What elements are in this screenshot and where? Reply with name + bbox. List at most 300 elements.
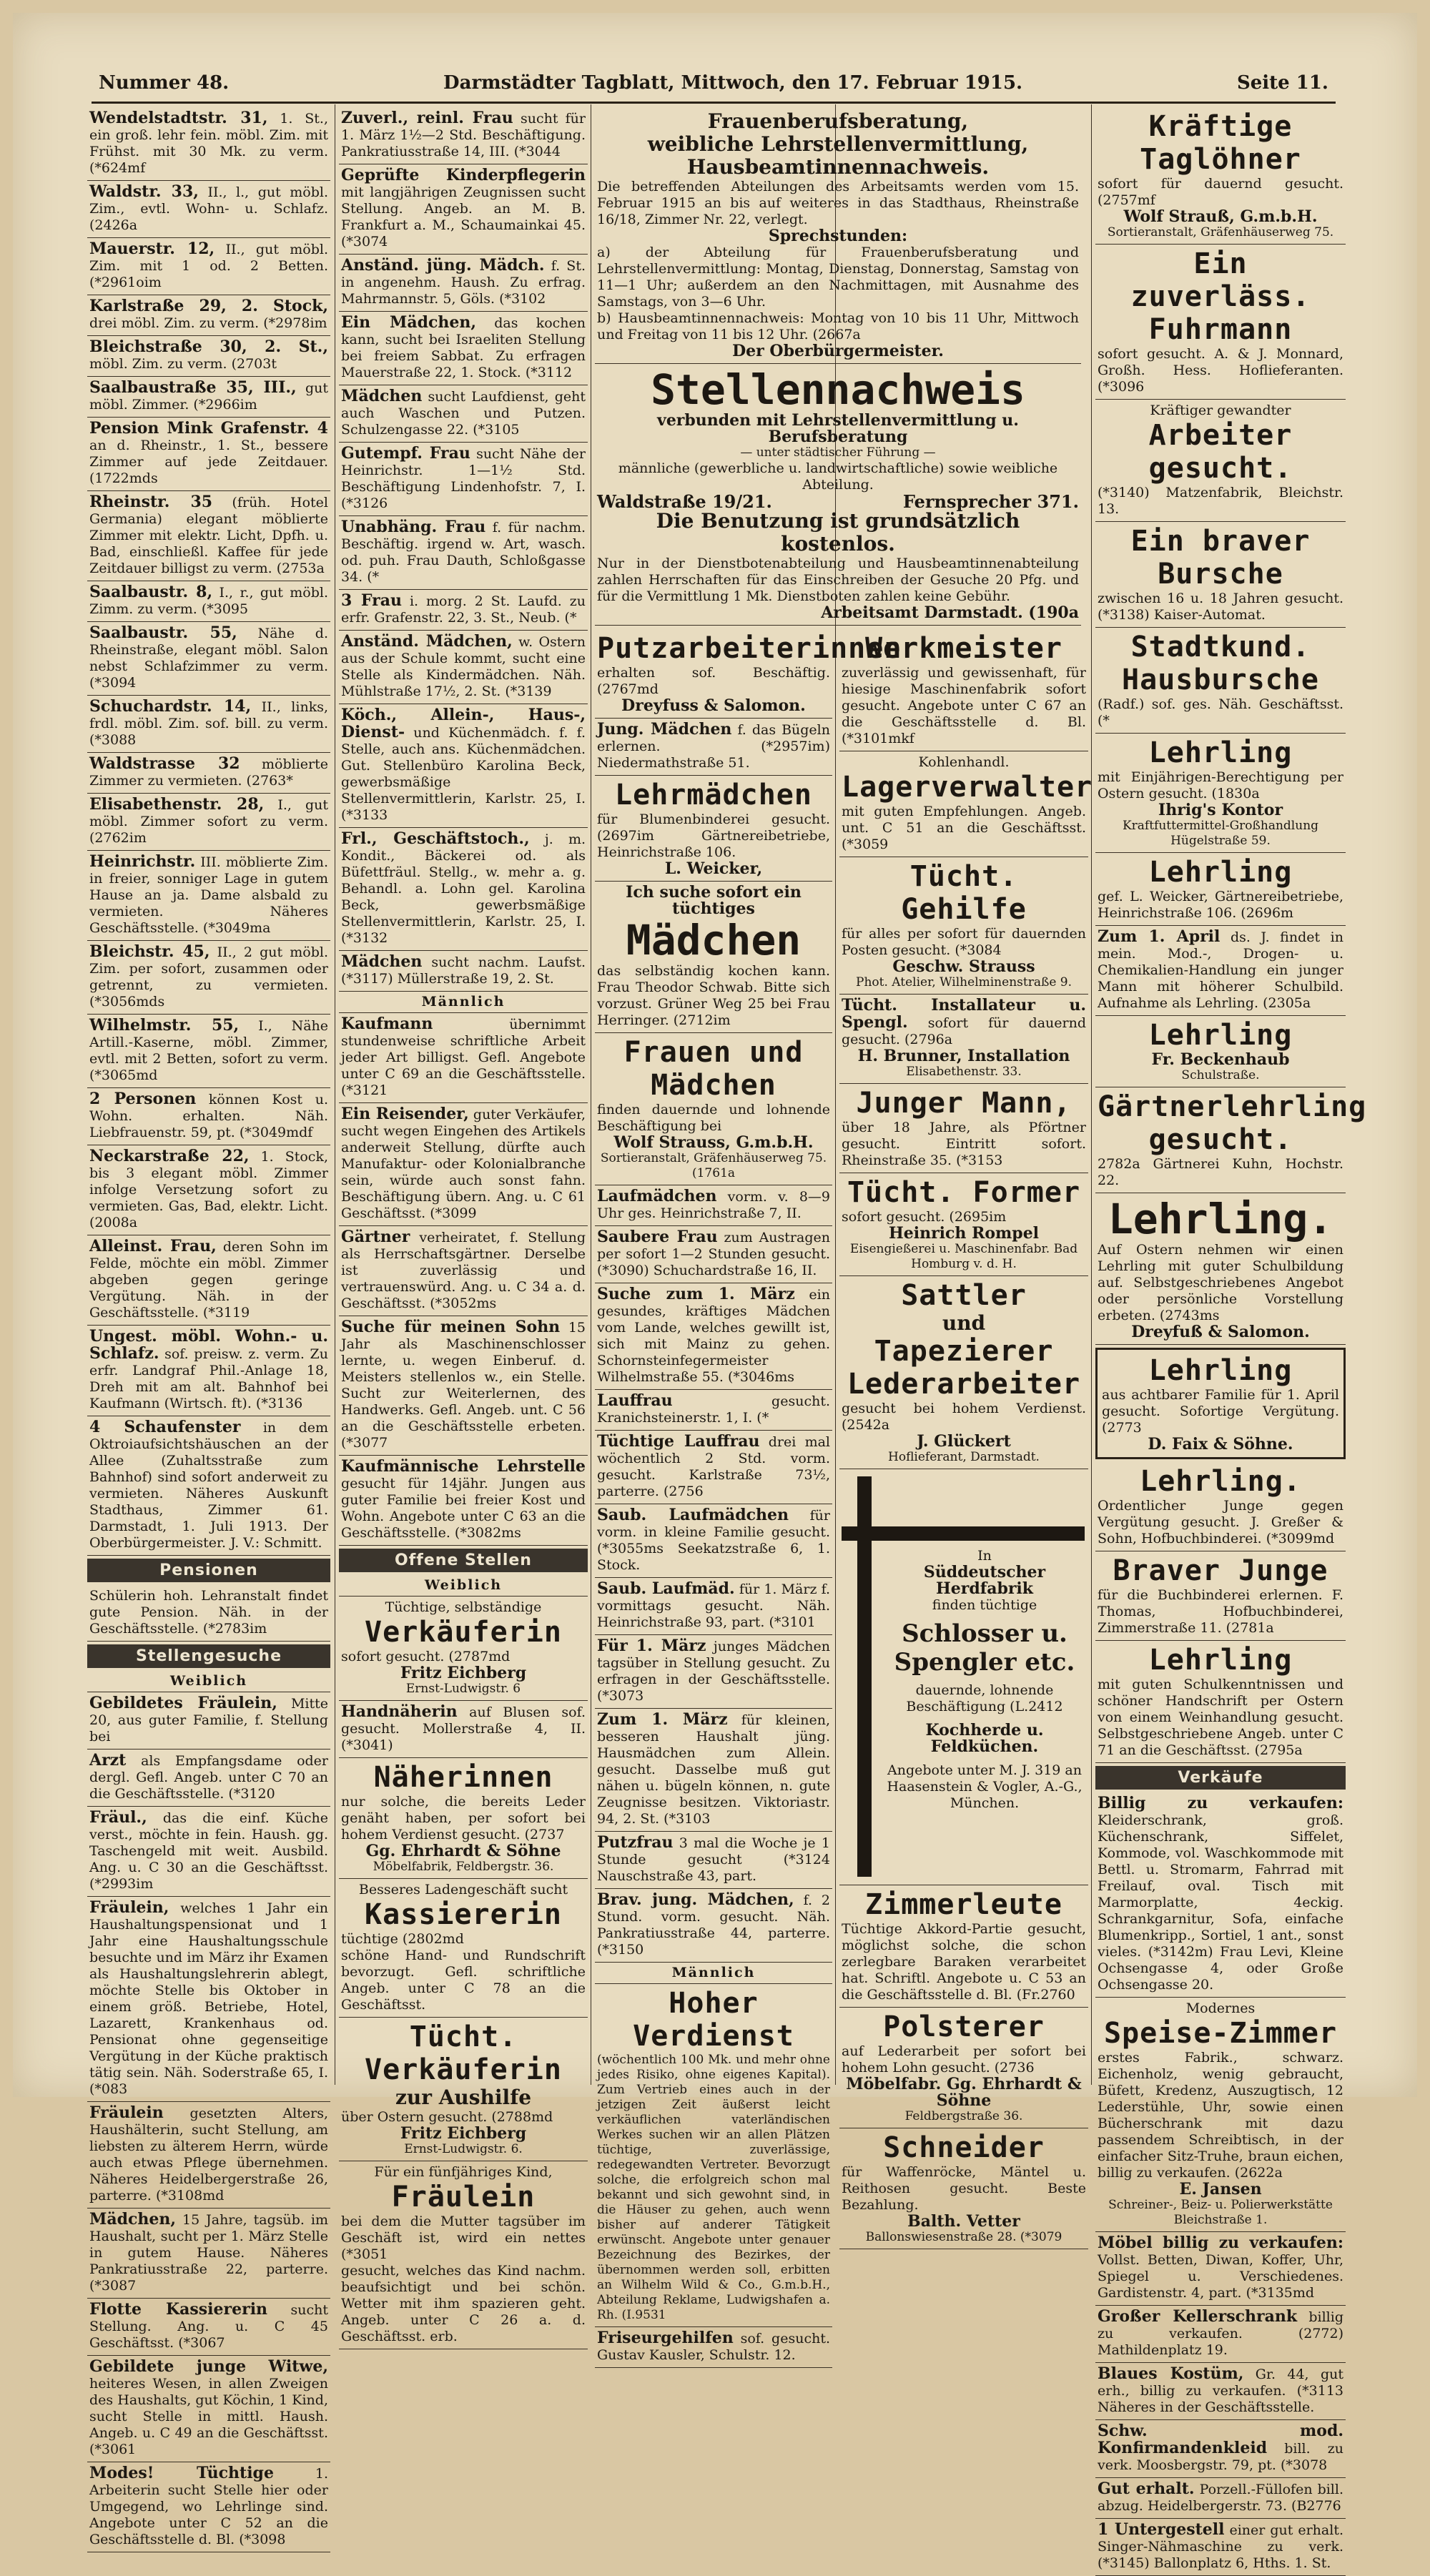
- ad: [595, 1185, 832, 1226]
- ad: [87, 377, 330, 418]
- ad-text: [341, 167, 586, 250]
- ad-body: als Empfangsdame oder dergl. Gefl. Angeb. unter C 70 an die Geschäftsstelle. (*3120: [89, 1753, 328, 1802]
- ad-body: II., links, frdl. möbl. Zim. sof. bill. zu verm. (*3088: [89, 699, 328, 748]
- ad-body: 3 mal die Woche je 1 Stunde gesucht (*3124 Nauschstraße 43, part.: [597, 1835, 830, 1884]
- ad-text: [1098, 2423, 1343, 2474]
- ad-text: [341, 1704, 586, 1754]
- ad-text: zwischen 16 u. 18 Jahren gesucht. (*3138) Kaiser-Automat.: [1098, 591, 1343, 623]
- header-rule: [92, 102, 1336, 104]
- ad-lead: Flotte Kassiererin: [89, 2300, 268, 2319]
- ad: [1095, 926, 1346, 1016]
- ad: [87, 238, 330, 295]
- ad-address: Feldbergstraße 36.: [904, 2109, 1023, 2123]
- ad: [1095, 2519, 1346, 2576]
- ad-lead: Gutempf. Frau: [341, 444, 470, 463]
- notice-title: Frauenberufsberatung,: [707, 109, 969, 133]
- ad: [595, 629, 902, 719]
- ad-text: sof. gesucht. Gustav Kausler, Schulstr. 12.: [597, 2331, 830, 2363]
- ad-lead: Mädchen: [341, 387, 423, 405]
- ad: [87, 1088, 330, 1145]
- ad: [339, 443, 588, 516]
- ad-text: [89, 699, 328, 749]
- ad-text: [341, 519, 586, 586]
- ad: [839, 1084, 1088, 1173]
- ad-text: [341, 1319, 586, 1451]
- ad-address: Ernst-Ludwigstr. 6: [405, 1682, 521, 1696]
- ad-lead: Fräulein: [89, 2103, 164, 2122]
- ad: [87, 491, 330, 581]
- ad: [595, 719, 832, 776]
- ad-lead: Unabhäng. Frau: [341, 518, 486, 536]
- ad-text: [89, 1238, 328, 1321]
- ad-body: ein gesundes, kräftiges Mädchen vom Lande, welches gewillt ist, sich mit Mainz zu gehen. Schornsteinfegermeister Wilhelmstraße 55. (*3046ms: [597, 1287, 830, 1385]
- ad-lead: Saalbaustr. 55,: [89, 623, 237, 642]
- ad-body: billig zu verkaufen. (2772) Mathildenplatz 19.: [1098, 2309, 1343, 2358]
- ad: [839, 1173, 1088, 1276]
- ad: [339, 385, 588, 443]
- ad: [1095, 1551, 1346, 1641]
- ad-body: 1. Stock, bis 3 elegant möbl. Zimmer infolge Versetzung sofort zu vermieten. Gas, Bad, elektr. Licht. (2008a: [89, 1149, 328, 1230]
- ad-text: [89, 1695, 328, 1745]
- ad-body: f. St. in angenehm. Haush. Zu erfrag. Mahrmannstr. 5, Göls. (*3102: [341, 258, 586, 307]
- ad-body: ds. J. findet in mein. Mod.-, Drogen- u. Chemikalien-Handlung ein junger Mann mit höherer Schulbild. Aufnahme als Lehrling. (2305a: [1098, 929, 1343, 1011]
- ad-firm: Wolf Strauss, G.m.b.H.: [613, 1133, 814, 1152]
- ad-lead: Tüchtige Lauffrau: [597, 1432, 760, 1451]
- ad-body: Gr. 44, gut erh., billig zu verkaufen. (*3113 Näheres in der Geschäftsstelle.: [1098, 2367, 1344, 2415]
- ad-address: Sortieranstalt, Gräfenhäuserweg 75. (1761a: [600, 1151, 827, 1180]
- ad: [839, 751, 1093, 857]
- ad-headline: Speise-Zimmer: [1103, 2017, 1338, 2050]
- ad: [339, 704, 588, 828]
- ad-text: nur solche, die bereits Leder genäht haben, per sofort bei hohem Verdienst gesucht. (2737: [341, 1794, 586, 1842]
- issue-number: Nummer 48.: [99, 72, 230, 94]
- ad-headline: Verkäuferin: [365, 1616, 562, 1649]
- column-5: [1095, 107, 1367, 2571]
- ad-lead: Ein Mädchen,: [341, 313, 476, 332]
- ad-headline: Lehrling: [1148, 736, 1293, 769]
- ad: [839, 2128, 1088, 2249]
- ad-body: gut möbl. Zimmer. (*2966im: [89, 380, 328, 413]
- ad-text: [89, 494, 328, 577]
- ad-headline: Tücht. Verkäuferin: [365, 2020, 562, 2086]
- ad: [339, 1226, 588, 1316]
- ad-lead: Ein Reisender,: [341, 1105, 469, 1123]
- ad-body: Kleiderschrank, groß. Küchenschrank, Siffelet, Kommode, vol. Waschkommode mit Bettl. u. Stromarm, Fahrrad mit Freilauf, oval. Tisch mit Marmorplatte, 4eckig. Schrankgarnitur, Sofa, einfache Blumenkripp., Sortiel, 1 ant., sonst vieles. (*3142m) Frau Levi, Kleine Ochsengasse 4, oder Große Ochsengasse 20.: [1098, 1812, 1343, 1993]
- ad: [595, 1283, 832, 1390]
- ad-body: I., Nähe Artill.-Kaserne, möbl. Zimmer, evtl. mit 2 Betten, sofort zu verm. (*3065md: [89, 1018, 329, 1083]
- notice-title: Stellennachweis: [651, 365, 1025, 414]
- ad-text: Angebote unter M. J. 319 an Haasenstein & Vogler, A.-G., München.: [887, 1762, 1083, 1811]
- ad-text: [89, 1328, 328, 1412]
- ad-headline: Schneider: [883, 2131, 1045, 2164]
- ad-firm: E. Jansen: [1179, 2180, 1262, 2199]
- ad: [339, 1758, 588, 1879]
- ad: [839, 2008, 1088, 2128]
- ad-body: II., 2 gut möbl. Zim. per sofort, zusammen oder getrennt, zu vermieten. (*3056mds: [89, 944, 328, 1010]
- ad: [1095, 628, 1346, 734]
- ad-body: für kleinen, besseren Haushalt jüng. Hausmädchen zum Allein. gesucht. Dasselbe muß gut nähen u. bügeln können, n. gute Zeugnisse besitzen. Viktoriastr. 94, 2. St. (*3103: [597, 1712, 831, 1827]
- ad-lead: Zum 1. April: [1098, 927, 1221, 946]
- ad: [339, 1701, 588, 1758]
- ad-text: [597, 1581, 830, 1631]
- ad-headline: Lehrling: [1148, 1019, 1293, 1052]
- ad-firm: Wolf Strauß, G.m.b.H.: [1123, 207, 1318, 226]
- ad-firm: Gg. Ehrhardt & Söhne: [365, 1842, 561, 1860]
- ad-lead: Heinrichstr.: [89, 852, 196, 871]
- ad-lead: Waldstrasse 32: [89, 754, 240, 773]
- ad-hoher-verdienst: [595, 1984, 832, 2327]
- ad-subhead: zur Aushilfe: [395, 2086, 532, 2109]
- ad-body: sof. preisw. z. verm. Zu erfr. Landgraf Phil.-Anlage 18, Dreh mit am alt. Bahnhof bei Kaufmann (Wirtsch. ft). (*3136: [89, 1346, 328, 1411]
- ad-body: Mitte 20, aus guter Familie, f. Stellung bei: [89, 1696, 328, 1745]
- ad-body: verheiratet, f. Stellung als Herrschaftsgärtner. Derselbe ist zuverlässig und vertrauenswürd. Ang. u. C 34 a. d. Geschäftsst. (*3052ms: [341, 1230, 586, 1311]
- ad-headline: Lagerverwalter: [842, 771, 1093, 804]
- section-bar-verkaeufe: Verkäufe: [1095, 1766, 1346, 1790]
- ad-address: Ernst-Ludwigstr. 6.: [404, 2142, 523, 2156]
- ad: [1095, 2232, 1346, 2306]
- ad-body: gesetzten Alters, Haushälterin, sucht Stellung, am liebsten zu älterem Herrn, würde auch etwas Pflege übernehmen. Näheres Heidelbergerstraße 26, parterre. (*3108md: [89, 2106, 328, 2204]
- ad-headline: Tücht. Gehilfe: [901, 860, 1027, 926]
- ad: [87, 696, 330, 753]
- ad-text: [341, 110, 586, 160]
- section-heading-maennlich: Männlich: [595, 1963, 832, 1984]
- column-1: [87, 107, 330, 2547]
- ad-address: Phot. Atelier, Wilhelminenstraße 9.: [856, 975, 1072, 990]
- ad-firm: Fritz Eichberg: [400, 1664, 527, 1682]
- ad-text: [89, 854, 328, 937]
- ad-text: für alles per sofort für dauernden Posten gesucht. (*3084: [842, 926, 1086, 958]
- ad-lead: Frl., Geschäftstoch.,: [341, 829, 530, 848]
- ad-body: III. möblierte Zim. in freier, sonniger Lage in gutem Hause an ja. Dame alsbald zu vermieten. Näheres Geschäftsstelle. (*3049ma: [89, 854, 328, 936]
- ad-lead: Suche für meinen Sohn: [341, 1318, 561, 1336]
- ad-text: [89, 298, 328, 332]
- section-bar-pensionen: Pensionen: [87, 1559, 330, 1582]
- ad-text: [341, 593, 586, 626]
- ad-headline: Gärtnerlehrling gesucht.: [1098, 1090, 1367, 1156]
- ad-lead: 1 Untergestell: [1098, 2520, 1225, 2539]
- ad-text: [89, 1752, 328, 1802]
- page-number: Seite 11.: [1236, 72, 1328, 94]
- notice-text: Die betreffenden Abteilungen des Arbeitsamts werden vom 15. Februar 1915 an bis auf weiteres in das Stadthaus, Rheinstraße 16/18, Zimmer Nr. 22, verlegt.: [597, 179, 1079, 227]
- ad: [87, 1897, 330, 2102]
- ad-text: [597, 1835, 830, 1885]
- ad-headline: Braver Junge: [1113, 1554, 1328, 1587]
- ad: [339, 828, 588, 951]
- ad-text: [89, 796, 328, 847]
- ad-text: tüchtige (2802md: [341, 1931, 464, 1947]
- ad-text: [1098, 2309, 1343, 2359]
- ad-address: Sortieranstalt, Gräfenhäuserweg 75.: [1107, 225, 1334, 240]
- ad-body: bill. zu verk. Moosbergstr. 79, pt. (*3078: [1098, 2441, 1343, 2473]
- ad-headline: Ein zuverläss. Fuhrmann: [1130, 247, 1311, 346]
- ad-lead: Laufmädchen: [597, 1187, 717, 1205]
- ad: [87, 181, 330, 238]
- ad: [1095, 1348, 1346, 1459]
- ad-lead: Waldstr. 33,: [89, 182, 199, 201]
- ad-text: sofort für dauernd gesucht. (2757mf: [1098, 176, 1343, 208]
- ad-body: II., l., gut möbl. Zim., evtl. Wohn- u. Schlafz. (2426a: [89, 184, 328, 233]
- ad-body: sofort für dauernd gesucht. (2796a: [842, 1015, 1086, 1047]
- ad-body: zum Austragen per sofort 1—2 Stunden gesucht. (*3090) Schuchardstraße 16, II.: [597, 1230, 830, 1278]
- notice-text: Nur in der Dienstbotenabteilung und Hausbeamtinnenabteilung zahlen Herrschaften für das Einschreiben der Gesuche 20 Pfg. und für die Vermittlung 1 Mk. Dienstboten zahlen keine Gebühr.: [597, 556, 1079, 604]
- ad: [1095, 734, 1346, 853]
- ad-text: In: [977, 1548, 992, 1564]
- ad: [1095, 1792, 1346, 1998]
- ad: [339, 631, 588, 704]
- ad-body: j. m. Kondit., Bäckerei od. als Büfettfräul. Stellg., w. mehr a. g. Behandl. a. Lohn gel. Karolina Beck, gewerbsmäßige Stellenvermittlerin, Karlstr. 25, I. (*3132: [341, 831, 586, 946]
- ad: [1095, 1087, 1367, 1193]
- ad-firm: J. Glückert: [917, 1432, 1011, 1451]
- ad-body: können Kost u. Wohn. erhalten. Näh. Liebfrauenstr. 59, pt. (*3049mdf: [89, 1092, 328, 1140]
- column-3-lower: [595, 629, 902, 2363]
- ad-text: Schülerin hoh. Lehranstalt findet gute Pension. Näh. in der Geschäftsstelle. (*2783im: [89, 1588, 328, 1637]
- ad-lead: 3 Frau: [341, 591, 402, 610]
- ad: [339, 1013, 588, 1103]
- ad: [87, 941, 330, 1015]
- ad-lead: Bleichstraße 30, 2. St.,: [89, 337, 328, 356]
- ad-headline: Arbeiter gesucht.: [1148, 419, 1293, 485]
- ad-headline: Frauen und Mädchen: [623, 1036, 804, 1102]
- notice-text: b) Hausbeamtinnennachweis: Montag von 10 bis 11 Uhr, Mittwoch und Freitag von 11 bis 12 Uhr. (2667a: [597, 310, 1079, 342]
- ad-body: möblierte Zimmer zu vermieten. (2763*: [89, 756, 328, 789]
- ad-text: [89, 756, 328, 789]
- ad: [87, 2102, 330, 2209]
- ad-text: erstes Fabrik., schwarz. Eichenholz, wenig gebraucht, Büfett, Kredenz, Auszugtisch, 12 Lederstühle, Uhr, sowie einen Bücherschrank mit dazu passendem Schreibtisch, in der einfacher Sitz-Truhe, braun eichen, billig zu verkaufen. (2622a: [1098, 2050, 1343, 2181]
- ad-headline: Mädchen: [626, 916, 802, 964]
- section-heading-weiblich: Weiblich: [339, 1575, 588, 1597]
- ad-text: Auf Ostern nehmen wir einen Lehrling mit guter Schulbildung auf. Selbstgeschriebenes Angebot oder persönliche Vorstellung erbeten. (2743ms: [1098, 1242, 1343, 1323]
- ad: [595, 1889, 832, 1963]
- ad-body: welches 1 Jahr ein Haushaltungspensionat und 1 Jahr eine Haushaltungsschule besuchte und im März ihr Examen als Haushaltungslehrerin ablegt, möchte Stelle bis Oktober in einem größ. Betriebe, Hotel, Lazarett, Krankenhaus od. Pensionat ohne gegenseitige Vergütung in der Küche praktisch tätig sein. Näh. Soderstraße 65, I. (*083: [89, 1900, 328, 2097]
- ad-firm: Balth. Vetter: [907, 2212, 1020, 2231]
- ad: [87, 1807, 330, 1897]
- ad-text: Ordentlicher Junge gegen Vergütung gesucht. J. Greßer & Sohn, Hofbuchbinderei. (*3099md: [1098, 1498, 1343, 1546]
- ad-headline: Junger Mann,: [856, 1087, 1072, 1120]
- ad: [339, 1316, 588, 1456]
- ad: [595, 1709, 832, 1832]
- ad-lead: Modernes: [1185, 2000, 1256, 2016]
- ad-body: an d. Rheinstr., 1. St., bessere Zimmer auf jede Zeitdauer. (1722mds: [89, 438, 328, 486]
- ad-lead: 4 Schaufenster: [89, 1418, 241, 1436]
- ad-address: Möbelfabrik, Feldbergstr. 36.: [373, 1860, 554, 1874]
- ad-lead: Wilhelmstr. 55,: [89, 1016, 240, 1035]
- ad-lead: Tücht. Installateur u. Spengl.: [842, 996, 1086, 1032]
- ad-lead: 2 Personen: [89, 1090, 197, 1108]
- column-divider: [1091, 104, 1092, 2085]
- ad-body: 15 Jahr als Maschinenschlosser lernte, u. wegen Einberuf. d. Meisters stellenlos w., ein Stelle. Sucht zur Weiterlernen, des Handwerks. Gefl. Angeb. unt. C 56 an die Geschäftsstelle erbeten. (*3077: [341, 1320, 586, 1451]
- ad-lead: Fräulein,: [89, 1898, 169, 1917]
- ad-text: [89, 110, 328, 177]
- ad-lead: Brav. jung. Mädchen,: [597, 1890, 794, 1909]
- ad: [87, 1326, 330, 1416]
- ad-body: gesucht für 14jähr. Jungen aus guter Familie bei freier Kost und Wohn. Angebote unter C 63 an die Geschäftsstelle. (*3082ms: [341, 1476, 586, 1541]
- notice-highlight: Die Benutzung ist grundsätzlich kostenlos.: [656, 509, 1020, 556]
- ad: [339, 516, 588, 590]
- ad-text: [341, 633, 586, 700]
- ad-body: Porzell.-Füllofen bill. abzug. Heidelbergerstr. 73. (B2776: [1098, 2482, 1343, 2514]
- ad-lead: Neckarstraße 22,: [89, 1147, 250, 1165]
- ad-text: sofort gesucht. (2787md: [341, 1649, 511, 1664]
- ad-body: 1. Arbeiterin sucht Stelle hier oder Umgegend, wo Lehrlinge sind. Angebote unter C 52 an die Geschäftsstelle d. Bl. (*3098: [89, 2466, 328, 2547]
- ad-lead: Gebildete junge Witwe,: [89, 2357, 328, 2376]
- ad: [839, 629, 1088, 751]
- ad-text: [89, 2301, 328, 2352]
- ad-body: sucht Stellung. Ang. u. C 45 Geschäftsst. (*3067: [89, 2302, 328, 2351]
- ad-body: (früh. Hotel Germania) elegant möblierte Zimmer mit elektr. Licht, Dpfh. u. Bad, einschließl. Kaffee für jede Zeitdauer billigst zu verm. (2753a: [89, 495, 328, 576]
- ad: [87, 107, 330, 181]
- ad-body: sucht Laufdienst, geht auch Waschen und Putzen. Schulzengasse 22. (*3105: [341, 389, 586, 438]
- ad-body: möbl. Zim. zu verm. (2703t: [89, 356, 277, 372]
- ad-text: erhalten sof. Beschäftig. (2767md: [597, 665, 830, 697]
- ad-lead: Ich suche sofort ein tüchtiges: [626, 883, 802, 918]
- ad-text: [89, 1148, 328, 1231]
- ad-body: i. morg. 2 St. Laufd. zu erfr. Grafenstr. 22, 3. St., Neub. (*: [341, 593, 586, 626]
- ad-text: gef. L. Weicker, Gärtnereibetriebe, Heinrichstraße 106. (2696m: [1098, 889, 1343, 921]
- section-heading-weiblich: Weiblich: [87, 1671, 330, 1692]
- ad: [839, 1276, 1088, 1469]
- ad-text: [89, 241, 328, 291]
- ad-text: auf Lederarbeit per sofort bei hohem Lohn gesucht. (2736: [842, 2043, 1086, 2076]
- ad: [339, 255, 588, 312]
- ad-text: [89, 1091, 328, 1141]
- ad-firm: Fr. Beckenhaub: [1151, 1050, 1290, 1069]
- ad-text: [597, 1892, 830, 1958]
- ad: [1095, 853, 1346, 926]
- cross-frame: [842, 1476, 1086, 1877]
- ad-firm: Heinrich Rompel: [888, 1224, 1040, 1243]
- ad-text: [1098, 1795, 1343, 1993]
- ad-firm: Dreyfuß & Salomon.: [1131, 1323, 1310, 1341]
- ad-lead: Tüchtige, selbständige: [385, 1599, 542, 1615]
- notice-text: männliche (gewerbliche u. landwirtschaftliche) sowie weibliche Abteilung.: [618, 460, 1058, 493]
- ad: [595, 1033, 832, 1185]
- ad-address: Schreiner-, Beiz- u. Polierwerkstätte Bleichstraße 1.: [1108, 2198, 1333, 2227]
- ad: [1095, 2363, 1346, 2420]
- ad-body: vorm. v. 8—9 Uhr ges. Heinrichstraße 7, II.: [597, 1189, 830, 1221]
- ad: [1095, 522, 1346, 628]
- ad: [595, 1390, 832, 1431]
- ad-text: [341, 707, 586, 824]
- ad: [87, 753, 330, 794]
- ad-body: I., r., gut möbl. Zimm. zu verm. (*3095: [89, 585, 329, 617]
- ad-text: [597, 1433, 830, 1500]
- ad-body: sucht für 1. März 1½—2 Std. Beschäftigung. Pankratiusstraße 14, III. (*3044: [341, 111, 586, 159]
- notice-text: a) der Abteilung für Frauenberufsberatung und Lehrstellenvermittlung: Montag, Dienstag, Donnerstag, Samstag von 11—1 Uhr; außerdem an den Nachmittagen, mit Ausnahme des Samstags, von 3—6 Uhr.: [597, 245, 1079, 310]
- ad-lead: Mauerstr. 12,: [89, 240, 215, 258]
- ad: [87, 581, 330, 622]
- ad-text: [341, 1459, 586, 1541]
- ad-lead: Für 1. März: [597, 1637, 706, 1655]
- section-bar-stellengesuche: Stellengesuche: [87, 1644, 330, 1668]
- ad-lead: Wendelstadtstr. 31,: [89, 109, 268, 127]
- ad-lead: Kohlenhandl.: [918, 754, 1010, 770]
- ad: [339, 1597, 588, 1701]
- ad-text: [89, 1419, 328, 1551]
- ad-text: (Radf.) sof. ges. Näh. Geschäftsst. (*: [1098, 696, 1343, 729]
- ad: [339, 590, 588, 631]
- ad-body: übernimmt stundenweise schriftliche Arbeit jeder Art billigst. Gefl. Angebote unter C 69 an die Geschäftsstelle. (*3121: [341, 1017, 586, 1098]
- ad-body: II., gut möbl. Zim. mit 1 od. 2 Betten. (*2961oim: [89, 242, 329, 290]
- ad-lead: Modes! Tüchtige: [89, 2464, 274, 2482]
- ad-text: [597, 721, 830, 771]
- ad: [595, 1431, 832, 1504]
- ad: [87, 2356, 330, 2462]
- ad-text: [89, 1017, 328, 1084]
- ad-text: aus achtbarer Familie für 1. April gesucht. Sofortige Vergütung. (2773: [1102, 1387, 1339, 1436]
- ad-body: f. für nachm. Beschäftig. irgend w. Art, wasch. od. puh. Frau Dauth, Schloßgasse 34. (*: [341, 520, 586, 585]
- ad-body: heiteres Wesen, in allen Zweigen des Haushalts, gut Köchin, 1 Kind, sucht Stelle in mittl. Haush. Angeb. u. C 49 an die Geschäftsst. (*3061: [89, 2376, 328, 2457]
- ad: [595, 1578, 832, 1635]
- ad-lead: Arzt: [89, 1751, 127, 1770]
- ad: [339, 164, 588, 255]
- ad-headline: Kassiererin: [365, 1898, 562, 1931]
- ad-text: [89, 2465, 328, 2548]
- notice-title: Hausbeamtinnennachweis.: [686, 155, 990, 179]
- section-bar-offene-stellen: Offene Stellen: [339, 1549, 588, 1572]
- notice-frauenberufsberatung: [595, 107, 1081, 364]
- ad-text: sofort gesucht. (2695im: [842, 1209, 1007, 1225]
- ad-text: (*3140) Matzenfabrik, Bleichstr. 13.: [1098, 485, 1343, 517]
- ad-text: [597, 1188, 830, 1222]
- ad-address: Eisengießerei u. Maschinenfabr. Bad Homburg v. d. H.: [849, 1242, 1078, 1271]
- ad-text: (wöchentlich 100 Mk. und mehr ohne jedes Risiko, ohne eigenes Kapital). Zum Vertrieb eines auch in der jetzigen Zeit äußerst leicht verkäuflichen vaterländischen Werkes suchen wir an allen Plätzen tüchtige, zuverlässige, redegewandten Vertreter. Bevorzugt solche, die erfolgreich schon mal bekannt und sich gewohnt sind, in die Häuser zu gehen, auch wenn bisher auf anderer Tätigkeit erwünscht. Angebote unter genauer Bezeichnung des Bezirkes, der übernommen werden soll, erbitten an Wilhelm Wild & Co., G.m.b.H., Abteilung Reklame, Ludwigshafen a. Rh. (I.9531: [597, 2053, 830, 2322]
- ad-text: [597, 1286, 830, 1386]
- ad-text: [341, 445, 586, 512]
- ad: [87, 2209, 330, 2299]
- ad-lead: Schuchardstr. 14,: [89, 697, 252, 716]
- ad-firm: Fritz Eichberg: [400, 2124, 527, 2143]
- notice-text: — unter städtischer Führung —: [740, 445, 936, 460]
- ad-text: über Ostern gesucht. (2788md: [341, 2109, 553, 2125]
- ad-headline: Werkmeister: [865, 632, 1062, 665]
- ad-text: 2782a Gärtnerei Kuhn, Hochstr. 22.: [1098, 1156, 1343, 1188]
- ad-text: [341, 1016, 586, 1099]
- ad-body: drei möbl. Zim. zu verm. (*2978im: [89, 315, 327, 331]
- ad: [339, 1879, 588, 2018]
- ad: [1095, 1462, 1346, 1551]
- ad-lead: Friseurgehilfen: [597, 2329, 734, 2347]
- notice-signature: Arbeitsamt Darmstadt. (190a: [821, 603, 1079, 622]
- newspaper-page: [13, 13, 1417, 2571]
- ad-headline: Hoher Verdienst: [633, 1987, 794, 2053]
- ad-text: [341, 1106, 586, 1222]
- ad-lead: Anständ. Mädchen,: [341, 632, 513, 651]
- ad-headline: Fräulein: [391, 2181, 536, 2214]
- ad-firm: H. Brunner, Installation: [857, 1047, 1070, 1065]
- ad-address: Ballonswiesenstraße 28. (*3079: [865, 2230, 1062, 2244]
- ad-text: [1098, 2481, 1343, 2515]
- ad-body: junges Mädchen tagsüber in Stellung gesucht. Zu erfragen in der Geschäftsstelle. (*3073: [597, 1639, 830, 1704]
- ad-body: drei mal wöchentlich 2 Std. vorm. gesucht. Karlstraße 73½, parterre. (2756: [597, 1434, 830, 1499]
- ad: [1095, 107, 1346, 245]
- ad-text: sofort gesucht. A. & J. Monnard, Großh. Hess. Hoflieferanten. (*3096: [1098, 346, 1343, 395]
- ad-lead: Gärtner: [341, 1228, 410, 1246]
- ad: [1095, 1193, 1346, 1345]
- ad-body: f. 2 Stund. vorm. gesucht. Näh. Pankratiusstraße 44, parterre. (*3150: [597, 1892, 830, 1958]
- ad-text: gesucht bei hohem Verdienst. (2542a: [842, 1401, 1086, 1433]
- ad-firm: D. Faix & Söhne.: [1148, 1435, 1293, 1454]
- ad-lead: Karlstraße 29, 2. Stock,: [89, 297, 328, 315]
- ad-body: 15 Jahre, tagsüb. im Haushalt, sucht per 1. März Stelle in gutem Hause. Näheres Pankratiusstraße 22, parterre. (*3087: [89, 2212, 328, 2294]
- ad-lead: Putzfrau: [597, 1833, 674, 1852]
- section-heading-maennlich: Männlich: [339, 992, 588, 1013]
- ad: [595, 1832, 832, 1889]
- ad: [87, 1235, 330, 1326]
- ad-firm: Ihrig's Kontor: [1158, 801, 1283, 819]
- ad: [339, 951, 588, 992]
- ad-lead: Saalbaustraße 35, III.,: [89, 378, 297, 397]
- ad-body: für vorm. in kleine Familie gesucht. (*3055ms Seekatzstraße 6, 1. Stock.: [597, 1508, 830, 1573]
